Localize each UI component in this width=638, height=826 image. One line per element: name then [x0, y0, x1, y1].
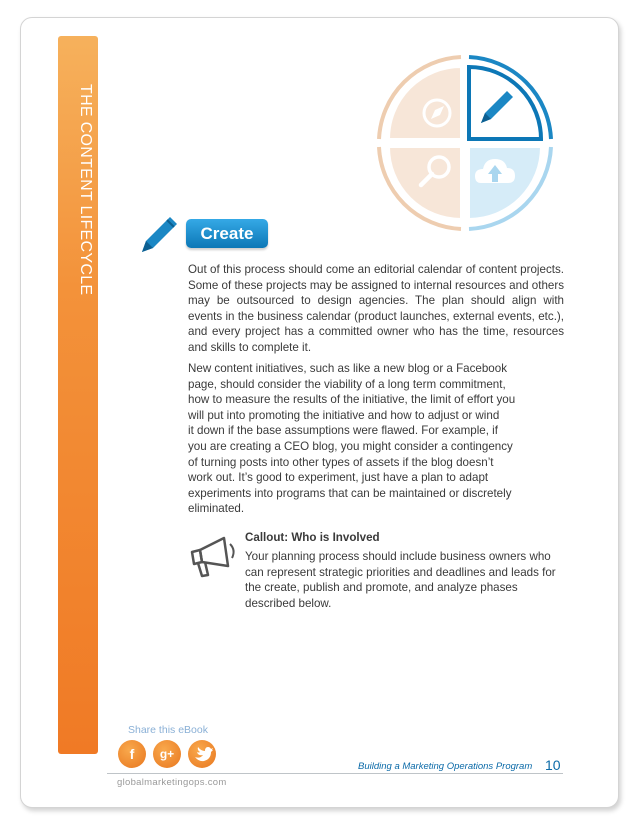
text-line: New content initiatives, such as like a new blog or a Facebook	[188, 362, 507, 375]
share-label: Share this eBook	[128, 724, 208, 736]
google-plus-icon: g+	[159, 747, 175, 761]
callout-body: Your planning process should include business owners who can represent strategic priorities and deadlines and leads for the create, publish and promote, and analyze phases described below.	[245, 550, 556, 610]
twitter-share-button[interactable]	[188, 740, 216, 768]
text-line: how to measure the results of the initiative, the limit of effort you	[188, 393, 516, 407]
content-lifecycle-graphic	[377, 55, 553, 231]
sidebar-title: THE CONTENT LIFECYCLE	[77, 84, 94, 296]
google-plus-share-button[interactable]	[153, 740, 181, 768]
text-line: of turning posts into other types of assets if the blog doesn’t	[188, 455, 494, 469]
site-link[interactable]: globalmarketingops.com	[117, 777, 227, 788]
facebook-share-button[interactable]	[118, 740, 146, 768]
text-line: work out. It’s good to experiment, just have a plan to adapt	[188, 471, 489, 485]
text-line: it down if the base assumptions were flawed. For example, if	[188, 424, 498, 438]
page-number: 10	[545, 757, 561, 773]
footer-divider	[107, 773, 563, 774]
quadrant-top-left	[389, 67, 461, 139]
text-line: you are creating a CEO blog, you might consider a contingency	[188, 439, 513, 453]
footer-book-title: Building a Marketing Operations Program	[358, 761, 533, 772]
megaphone-icon	[186, 530, 238, 582]
facebook-icon: f	[129, 746, 135, 762]
text-line: page, should consider the viability of a long term commitment,	[188, 377, 506, 391]
paragraph-editorial-calendar: Out of this process should come an editorial calendar of content projects. Some of these projects may be assigned to internal resources and others may be outsourced to design agencies. The plan should align with events in the business calendar (product launches, external events, etc.), and every project has a committed owner who has the time, resources and skills to complete it.	[188, 263, 564, 354]
callout-title: Callout: Who is Involved	[245, 531, 380, 544]
section-heading-create: Create	[186, 219, 268, 248]
twitter-icon	[188, 740, 216, 768]
text-line: will put into promoting the initiative and how to adjust or wind	[188, 408, 500, 422]
text-line: eliminated.	[188, 502, 245, 516]
sidebar-band	[58, 36, 98, 754]
pencil-icon	[136, 210, 184, 258]
paragraph-new-initiatives	[188, 361, 564, 517]
text-line: experiments into programs that can be maintained or discretely	[188, 486, 512, 500]
